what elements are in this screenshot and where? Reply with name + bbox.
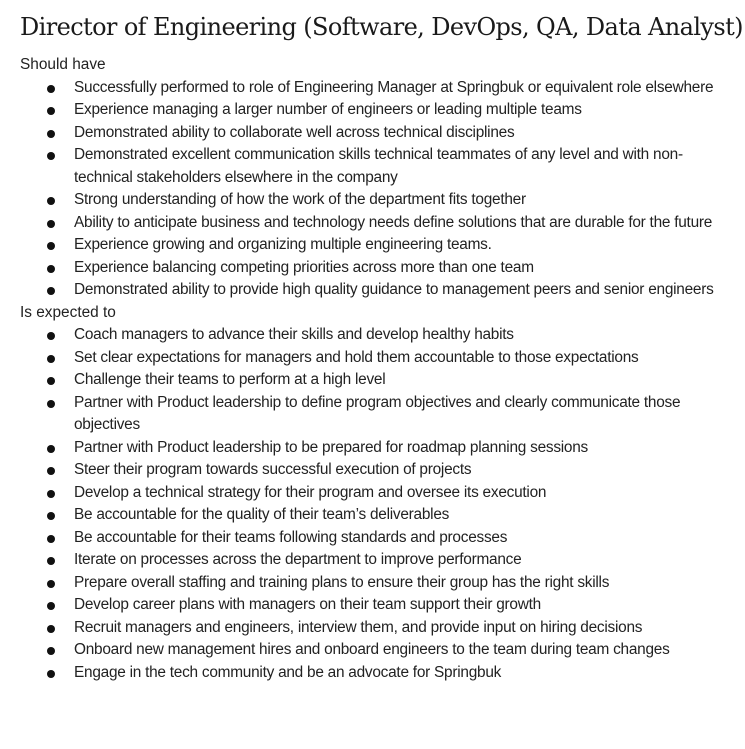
list-item-text: Demonstrated ability to collaborate well across technical disciplines bbox=[74, 123, 515, 141]
list-item-text: Partner with Product leadership to define program objectives and clearly communicate those objectives bbox=[74, 393, 681, 433]
bullet-icon bbox=[47, 85, 55, 93]
list-item-text: Develop career plans with managers on their team support their growth bbox=[74, 596, 541, 613]
list-item bbox=[20, 347, 735, 370]
list-item bbox=[20, 527, 735, 550]
list-item-text: Experience growing and organizing multiple engineering teams. bbox=[74, 236, 492, 253]
list-item-text: Iterate on processes across the department to improve performance bbox=[74, 551, 522, 568]
list-item bbox=[20, 234, 735, 257]
list-item bbox=[20, 594, 735, 617]
bullet-list bbox=[20, 324, 735, 684]
bullet-icon bbox=[47, 197, 55, 205]
list-item bbox=[20, 144, 735, 189]
bullet-icon bbox=[47, 467, 55, 475]
list-item-text: Demonstrated ability to provide high quality guidance to management peers and senior engineers bbox=[74, 281, 714, 298]
list-item-text: Be accountable for the quality of their team’s deliverables bbox=[74, 506, 450, 523]
list-item-text: Coach managers to advance their skills and develop healthy habits bbox=[74, 326, 514, 343]
bullet-icon bbox=[47, 647, 55, 655]
list-item-text: Recruit managers and engineers, interview them, and provide input on hiring decisions bbox=[74, 618, 643, 636]
list-item bbox=[20, 572, 735, 595]
list-item-text: Successfully performed to role of Engineering Manager at Springbuk or equivalent role elsewhere bbox=[74, 78, 714, 96]
list-item-text: Prepare overall staffing and training plans to ensure their group has the right skills bbox=[74, 573, 610, 591]
bullet-icon bbox=[47, 377, 55, 385]
list-item-text: Onboard new management hires and onboard engineers to the team during team changes bbox=[74, 641, 670, 658]
list-item bbox=[20, 617, 735, 640]
list-item-text: Strong understanding of how the work of the department fits together bbox=[74, 191, 526, 208]
bullet-icon bbox=[47, 265, 55, 273]
bullet-icon bbox=[47, 445, 55, 453]
bullet-icon bbox=[47, 512, 55, 520]
list-item bbox=[20, 99, 735, 122]
list-item bbox=[20, 189, 735, 212]
bullet-icon bbox=[47, 670, 55, 678]
bullet-icon bbox=[47, 287, 55, 295]
list-item bbox=[20, 482, 735, 505]
list-item bbox=[20, 257, 735, 280]
bullet-icon bbox=[47, 490, 55, 498]
bullet-icon bbox=[47, 332, 55, 340]
list-item-text: Challenge their teams to perform at a high level bbox=[74, 371, 386, 388]
list-item-text: Partner with Product leadership to be prepared for roadmap planning sessions bbox=[74, 438, 588, 456]
list-item bbox=[20, 639, 735, 662]
list-item-text: Demonstrated excellent communication skills technical teammates of any level and with non-technical stakeholders elsewhere in the company bbox=[74, 146, 683, 186]
list-item-text: Set clear expectations for managers and hold them accountable to those expectations bbox=[74, 348, 639, 366]
bullet-icon bbox=[47, 152, 55, 160]
list-item bbox=[20, 504, 735, 527]
list-item bbox=[20, 122, 735, 145]
list-item-text: Ability to anticipate business and technology needs define solutions that are durable for the future bbox=[74, 213, 713, 231]
list-item bbox=[20, 77, 735, 100]
bullet-icon bbox=[47, 220, 55, 228]
bullet-list bbox=[20, 77, 735, 302]
list-item bbox=[20, 459, 735, 482]
bullet-icon bbox=[47, 355, 55, 363]
list-item bbox=[20, 369, 735, 392]
list-item bbox=[20, 549, 735, 572]
page-title: Director of Engineering (Software, DevOps, QA, Data Analyst) bbox=[20, 13, 743, 41]
list-item-text: Engage in the tech community and be an advocate for Springbuk bbox=[74, 663, 502, 681]
list-item bbox=[20, 212, 735, 235]
list-item bbox=[20, 437, 735, 460]
sections-container bbox=[20, 54, 735, 684]
list-item-text: Experience balancing competing priorities across more than one team bbox=[74, 258, 534, 276]
bullet-icon bbox=[47, 602, 55, 610]
list-item-text: Experience managing a larger number of engineers or leading multiple teams bbox=[74, 101, 582, 118]
bullet-icon bbox=[47, 580, 55, 588]
list-item bbox=[20, 662, 735, 685]
list-item-text: Steer their program towards successful execution of projects bbox=[74, 461, 472, 478]
bullet-icon bbox=[47, 130, 55, 138]
bullet-icon bbox=[47, 557, 55, 565]
bullet-icon bbox=[47, 625, 55, 633]
bullet-icon bbox=[47, 535, 55, 543]
list-item-text: Be accountable for their teams following standards and processes bbox=[74, 528, 508, 546]
bullet-icon bbox=[47, 242, 55, 250]
bullet-icon bbox=[47, 107, 55, 115]
list-item bbox=[20, 392, 735, 437]
section-label: Should have bbox=[20, 56, 106, 73]
bullet-icon bbox=[47, 400, 55, 408]
list-item bbox=[20, 324, 735, 347]
list-item bbox=[20, 279, 735, 302]
list-item-text: Develop a technical strategy for their program and oversee its execution bbox=[74, 483, 547, 501]
section-label: Is expected to bbox=[20, 303, 116, 321]
document bbox=[20, 10, 743, 684]
